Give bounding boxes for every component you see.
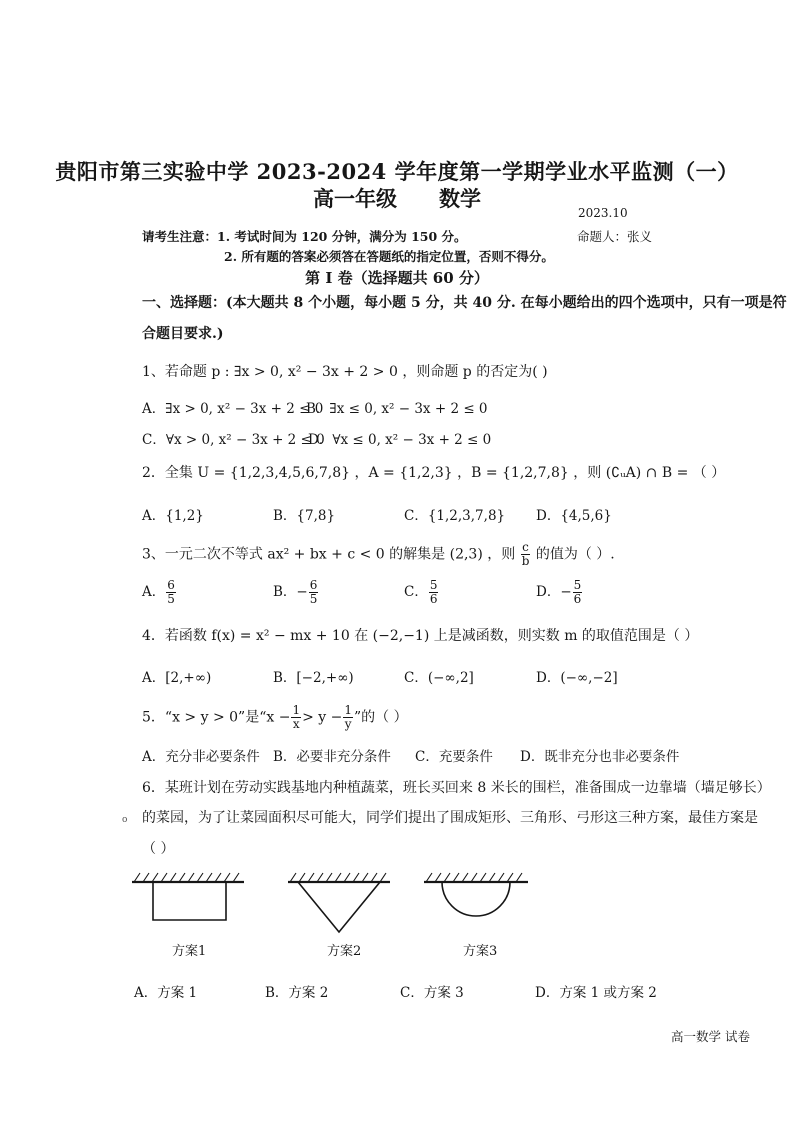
exam-title: 贵阳市第三实验中学 2023-2024 学年度第一学期学业水平监测（一） bbox=[55, 159, 739, 184]
q5-option-c: C．充要条件 bbox=[415, 749, 493, 765]
q6-line-3: （ ） bbox=[142, 841, 175, 857]
grade-label: 高一年级 bbox=[313, 186, 397, 211]
exam-date: 2023.10 bbox=[578, 206, 628, 220]
q6-line-2: 的菜园，为了让菜园面积尽可能大，同学们提出了围成矩形、三角形、弓形这三种方案，最佳方案是 bbox=[142, 810, 758, 826]
q4-stem: 4．若函数 f(x) = x² − mx + 10 在 (−2,−1) 上是减函数，则实数 m 的取值范围是（ ） bbox=[142, 628, 699, 644]
q5-stem-post: ”的（ ） bbox=[354, 709, 408, 726]
q6-option-c: C．方案 3 bbox=[400, 985, 464, 1001]
q2-stem: 2．全集 U = {1,2,3,4,5,6,7,8} ，A = {1,2,3} ，B = {1,2,7,8} ，则 (∁ᵤA) ∩ B = （ ） bbox=[142, 465, 726, 481]
q5-f1-den: x bbox=[292, 717, 300, 731]
q5-option-a: A．充分非必要条件 bbox=[142, 749, 260, 765]
q1-option-b: B．∃x ≤ 0, x² − 3x + 2 ≤ 0 bbox=[306, 401, 488, 417]
q3-c-num: 5 bbox=[429, 578, 438, 592]
q1-option-a: A．∃x > 0, x² − 3x + 2 ≤ 0 bbox=[142, 401, 324, 417]
scheme-3-caption: 方案3 bbox=[463, 944, 498, 959]
wall-hatch-1 bbox=[134, 873, 239, 882]
q5-mid: > y − bbox=[302, 709, 343, 726]
q1-option-d: D．∀x ≤ 0, x² − 3x + 2 ≤ 0 bbox=[308, 432, 492, 448]
q6-line-1: 6．某班计划在劳动实践基地内种植蔬菜，班长买回来 8 米长的围栏，准备围成一边靠墙（墙足够长） bbox=[142, 780, 771, 796]
triangle-fence bbox=[298, 882, 380, 932]
q3-c-den: 6 bbox=[429, 592, 438, 606]
scheme-3-diagram bbox=[424, 873, 528, 916]
q5-option-b: B．必要非充分条件 bbox=[273, 749, 391, 765]
q5-f2-num: 1 bbox=[344, 703, 352, 717]
rule-1: 1. 考试时间为 120 分钟，满分为 150 分。 bbox=[217, 229, 467, 244]
q3-c-label: C． bbox=[404, 584, 428, 600]
q1-stem: 1、若命题 p : ∃x > 0, x² − 3x + 2 > 0 ，则命题 p 的否定为( ) bbox=[142, 364, 548, 380]
q6-option-a: A．方案 1 bbox=[134, 985, 198, 1001]
q5-f1-num: 1 bbox=[292, 703, 301, 717]
q3-frac-num: c bbox=[522, 540, 529, 554]
scheme-1-caption: 方案1 bbox=[172, 944, 207, 959]
wall-hatch-3 bbox=[426, 873, 522, 882]
q4-option-d: D．(−∞,−2] bbox=[536, 670, 618, 686]
q3-b-den: 5 bbox=[309, 592, 318, 606]
q6-option-b: B．方案 2 bbox=[265, 985, 329, 1001]
q3-b-label: B．− bbox=[273, 584, 308, 600]
wall-hatch-2 bbox=[290, 873, 386, 882]
q3-a-num: 6 bbox=[167, 578, 175, 592]
author-label: 命题人：张义 bbox=[577, 229, 653, 244]
q3-b-num: 6 bbox=[309, 578, 318, 592]
q1-option-c: C．∀x > 0, x² − 3x + 2 ≤ 0 bbox=[142, 432, 325, 448]
section-instructions-2: 合题目要求.) bbox=[142, 326, 224, 342]
q3-d-den: 6 bbox=[573, 592, 582, 606]
q3-d-label: D．− bbox=[536, 584, 572, 600]
q4-option-c: C．(−∞,2] bbox=[404, 670, 474, 686]
notice-label: 请考生注意： bbox=[142, 229, 218, 244]
volume-heading: 第 I 卷（选择题共 60 分） bbox=[305, 269, 489, 287]
scan-speck: ο bbox=[122, 815, 128, 825]
q5-option-d: D．既非充分也非必要条件 bbox=[520, 749, 680, 765]
section-instructions-1: 一、选择题：(本大题共 8 个小题，每小题 5 分，共 40 分. 在每小题给出的四个选项中，只有一项是符 bbox=[142, 295, 787, 311]
q2-option-c: C．{1,2,3,7,8} bbox=[404, 508, 506, 524]
rectangle-fence bbox=[153, 882, 226, 920]
arc-fence bbox=[442, 882, 510, 916]
q2-option-a: A．{1,2} bbox=[142, 508, 204, 524]
q3-stem-post: 的值为（ ）. bbox=[535, 546, 615, 563]
q2-option-d: D．{4,5,6} bbox=[536, 508, 612, 524]
q3-frac-den: b bbox=[521, 554, 530, 568]
q6-option-d: D．方案 1 或方案 2 bbox=[535, 985, 657, 1001]
q2-option-b: B．{7,8} bbox=[273, 508, 336, 524]
q3-a-label: A． bbox=[142, 584, 166, 600]
q4-option-a: A．[2,+∞) bbox=[142, 670, 212, 686]
scheme-1-diagram bbox=[132, 873, 244, 920]
q4-option-b: B．[−2,+∞) bbox=[273, 670, 354, 686]
page-footer: 高一数学 试卷 bbox=[671, 1029, 750, 1044]
q3-d-num: 5 bbox=[573, 578, 582, 592]
rule-2: 2. 所有题的答案必须答在答题纸的指定位置，否则不得分。 bbox=[224, 249, 554, 264]
subject-label: 数学 bbox=[439, 186, 481, 211]
q3-a-den: 5 bbox=[167, 592, 175, 606]
scheme-2-diagram bbox=[288, 873, 390, 932]
scheme-2-caption: 方案2 bbox=[327, 944, 362, 959]
q3-stem-pre: 3、一元二次不等式 ax² + bx + c < 0 的解集是 (2,3) ，则 bbox=[142, 546, 516, 563]
q5-stem-pre: 5．“x > y > 0”是“x − bbox=[142, 709, 291, 726]
q5-f2-den: y bbox=[344, 717, 352, 731]
